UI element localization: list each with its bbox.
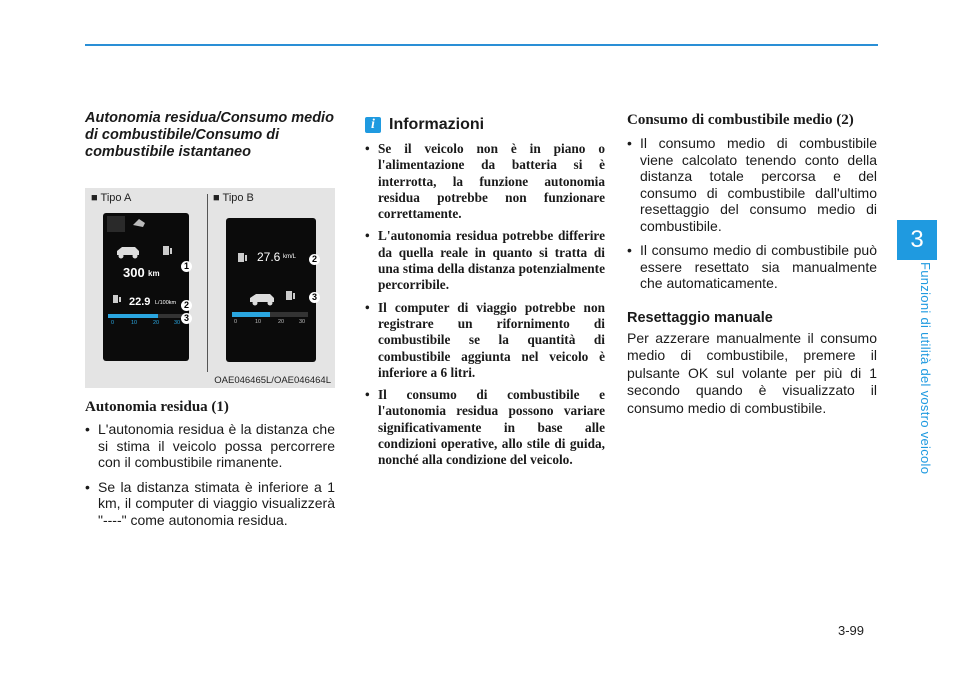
type-a-label: ■ Tipo A <box>91 192 132 204</box>
range-bullets <box>85 421 335 528</box>
range-title: Autonomia residua (1) <box>85 399 229 415</box>
cluster-type-a-graphic <box>103 213 189 361</box>
list-item: • Il consumo medio di combustibile può essere resettato sia manualmente che automaticamente. <box>627 242 877 292</box>
range-section <box>85 399 335 536</box>
fuel-pump-icon <box>163 246 172 255</box>
avg-consumption-unit: L/100km <box>155 300 177 306</box>
scale-tick: 0 <box>111 320 115 326</box>
cluster-type-b-graphic <box>226 218 316 362</box>
callout-2: 2 <box>181 300 192 311</box>
list-item: • Il computer di viaggio potrebbe non registrare un rifornimento di combustibile se la quantità di combustibile aggiunta nel veicolo è inferiore a 6 litri. <box>365 300 605 381</box>
chapter-number: 3 <box>897 220 937 260</box>
scale-tick: 20 <box>278 319 285 325</box>
info-title: Informazioni <box>389 116 485 133</box>
range-value: 300 <box>123 265 145 280</box>
instant-consumption-value: 27.6 <box>257 250 281 264</box>
callout-2: 2 <box>309 254 320 265</box>
cluster-figure <box>85 188 335 388</box>
scale-tick: 10 <box>131 320 138 326</box>
list-item: • Se la distanza stimata è inferiore a 1 km, il computer di viaggio visualizzerà "----" come autonomia residua. <box>85 479 335 529</box>
fuel-pump-icon <box>238 253 247 262</box>
list-item: • Se il veicolo non è in piano o l'alimentazione da batteria si è interrotta, la funzione autonomia residua potrebbe non funzionare correttamente. <box>365 141 605 222</box>
fuel-pump-small-icon <box>286 291 295 300</box>
callout-3: 3 <box>181 313 192 324</box>
list-item: • Il consumo medio di combustibile viene calcolato tenendo conto della distanza totale percorsa e del consumo di combustibile dall'ultimo resettaggio del consumo medio di combustibile. <box>627 135 877 234</box>
eco-icon <box>133 219 145 227</box>
list-item: • L'autonomia residua è la distanza che si stima il veicolo possa percorrere con il combustibile rimanente. <box>85 421 335 471</box>
page-number: 3-99 <box>838 623 865 638</box>
average-consumption-bullets <box>627 135 877 292</box>
figure-divider <box>207 194 208 372</box>
callout-1: 1 <box>181 261 192 272</box>
average-consumption-title: Consumo di combustibile medio (2) <box>627 112 854 128</box>
avg-consumption-value: 22.9 <box>129 296 151 308</box>
scale-tick: 30 <box>299 319 306 325</box>
car-icon <box>117 247 139 259</box>
callout-3: 3 <box>309 292 320 303</box>
scale-tick: 30 <box>174 320 181 326</box>
fuel-pump-small-icon <box>113 295 121 303</box>
reset-text: Per azzerare manualmente il consumo medio di combustibile, premere il pulsante OK sul volante per più di 1 secondo quando è visualizzato il consumo medio di combustibile. <box>627 329 877 416</box>
reset-title: Resettaggio manuale <box>627 309 773 326</box>
scale-tick: 0 <box>234 319 238 325</box>
header-rule <box>85 44 878 46</box>
section-heading: Autonomia residua/Consumo medio di combustibile/Consumo di combustibile istantaneo <box>85 110 334 160</box>
consumption-scale-fill <box>232 312 270 317</box>
info-icon: i <box>365 117 381 133</box>
chapter-title: Funzioni di utilità del vostro veicolo <box>918 262 933 475</box>
consumption-scale-fill <box>108 314 158 318</box>
list-item: • Il consumo di combustibile e l'autonomia residua possono variare significativamente in base alle condizioni operative, allo stile di guida, nonché alla condizione del veicolo. <box>365 387 605 468</box>
type-b-label: ■ Tipo B <box>213 192 254 204</box>
column-middle <box>365 116 605 475</box>
display-icon-box <box>107 216 125 232</box>
column-left <box>85 110 335 161</box>
column-right <box>627 112 877 417</box>
figure-caption: OAE046465L/OAE046464L <box>214 375 331 386</box>
scale-tick: 20 <box>153 320 160 326</box>
cluster-type-a <box>103 213 189 361</box>
scale-tick: 10 <box>255 319 262 325</box>
info-header <box>365 116 605 134</box>
range-unit: km <box>148 269 160 278</box>
car-icon <box>250 294 274 306</box>
list-item: • L'autonomia residua potrebbe differire da quella reale in quanto si tratta di una stima della distanza potenzialmente percorribile. <box>365 228 605 293</box>
instant-consumption-unit: km/L <box>283 254 297 260</box>
info-bullets <box>365 141 605 469</box>
cluster-type-b <box>226 218 316 362</box>
